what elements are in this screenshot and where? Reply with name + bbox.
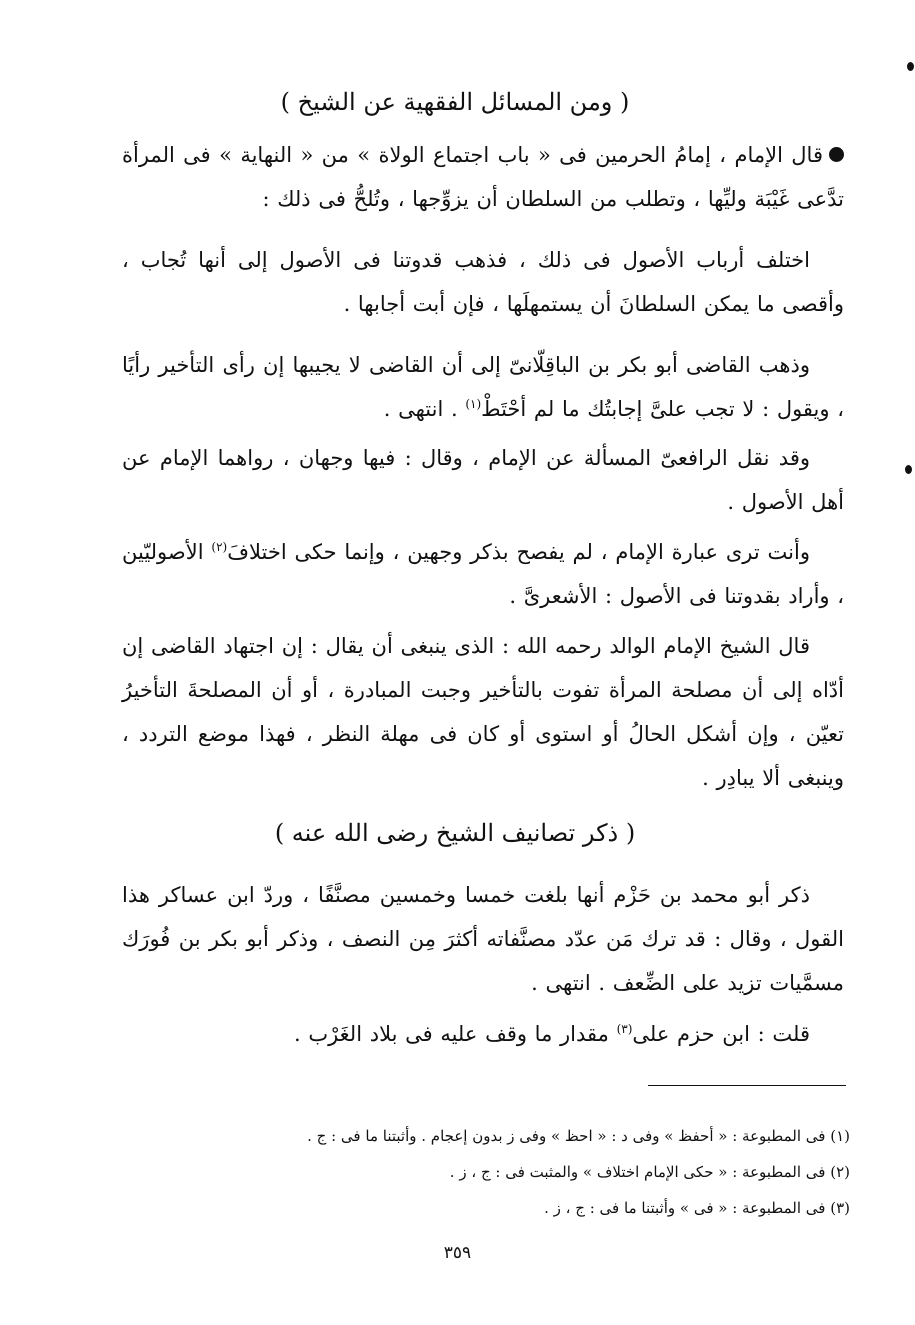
edge-dot-middle [905, 465, 912, 474]
paragraph-baqillani [122, 343, 844, 431]
paragraph-tail: . انتهى . [383, 397, 458, 421]
paragraph-text: وأنت ترى عبارة الإمام ، لم يفصح بذكر وجهين ، وإنما حكى اختلافَ [227, 540, 810, 564]
paragraph-text: قلت : ابن حزم على [632, 1022, 810, 1046]
paragraph-ibn-hazm-count: ذكر أبو محمد بن حَزْم أنها بلغت خمسا وخمسين مصنَّفًا ، وردّ ابن عساكر هذا القول ، وقال : قد ترك مَن عدّد مصنَّفاته أكثرَ مِن النصف ، وذكر أبو بكر بن فُورَك مسمَّيات تزيد على الضِّعف . انتهى . [122, 883, 844, 995]
paragraph-rafii: وقد نقل الرافعىّ المسألة عن الإمام ، وقال : فيها وجهان ، رواهما الإمام عن أهل الأصول . [122, 446, 844, 514]
bullet-dot [829, 147, 844, 162]
paragraph-tail: مقدار ما وقف عليه فى بلاد الغَرْب . [293, 1022, 609, 1046]
footnote-1: (١) فى المطبوعة : « أحفظ » وفى د : « احظ » وفى ز بدون إعجام . وأثبتنا ما فى : ج . [307, 1127, 850, 1145]
footnotes [122, 1118, 850, 1226]
paragraph-tail: الأصوليّين ، وأراد بقدوتنا فى الأصول : الأشعرىَّ . [122, 540, 844, 608]
edge-dot-top [907, 62, 914, 71]
page-number: ٣٥٩ [443, 1243, 472, 1263]
footnote-divider [648, 1085, 846, 1086]
footnote-ref-2: (٢) [211, 540, 228, 554]
paragraph-imam-expression [122, 530, 844, 618]
section-heading-fiqh-issues: ( ومن المسائل الفقهية عن الشيخ ) [280, 88, 630, 116]
footnote-3: (٣) فى المطبوعة : « فى » وأثبتنا ما فى : ج ، ز . [544, 1199, 850, 1217]
footnote-2: (٢) فى المطبوعة : « حكى الإمام اختلاف » والمثبت فى : ج ، ز . [449, 1163, 850, 1181]
paragraph-shaykh-father: قال الشيخ الإمام الوالد رحمه الله : الذى ينبغى أن يقال : إن اجتهاد القاضى إن أدّاه إلى أن مصلحة المرأة تفوت بالتأخير وجبت المبادرة ، أو أن المصلحةَ التأخيرُ تعيّن ، وإن أشكل الحالُ أو استوى أو كان فى مهلة النظر ، فهذا موضع التردد ، وينبغى ألا يبادِر . [122, 634, 844, 790]
footnote-ref-1: (١) [465, 397, 482, 411]
paragraph-imam-haramayn [122, 133, 844, 221]
footnote-ref-3: (٣) [616, 1022, 633, 1036]
paragraph-usul-disagreement: اختلف أرباب الأصول فى ذلك ، فذهب قدوتنا فى الأصول إلى أنها تُجاب ، وأقصى ما يمكن السلطانَ أن يستمهلَها ، فإن أبت أجابها . [122, 248, 844, 316]
paragraph-author-note [122, 1012, 844, 1056]
paragraph-text: وذهب القاضى أبو بكر بن الباقِلّانىّ إلى أن القاضى لا يجيبها إن رأى التأخير رأيًا ، ويقول : لا تجب علىَّ إجابتُك ما لم أحْتَطْ [122, 353, 844, 421]
section-heading-works: ( ذكر تصانيف الشيخ رضى الله عنه ) [274, 819, 636, 847]
paragraph-text: قال الإمام ، إمامُ الحرمين فى « باب اجتماع الولاة » من « النهاية » فى المرأة تدَّعى غَيْبَة وليِّها ، وتطلب من السلطان أن يزوِّجها ، وتُلحُّ فى ذلك : [122, 143, 844, 211]
